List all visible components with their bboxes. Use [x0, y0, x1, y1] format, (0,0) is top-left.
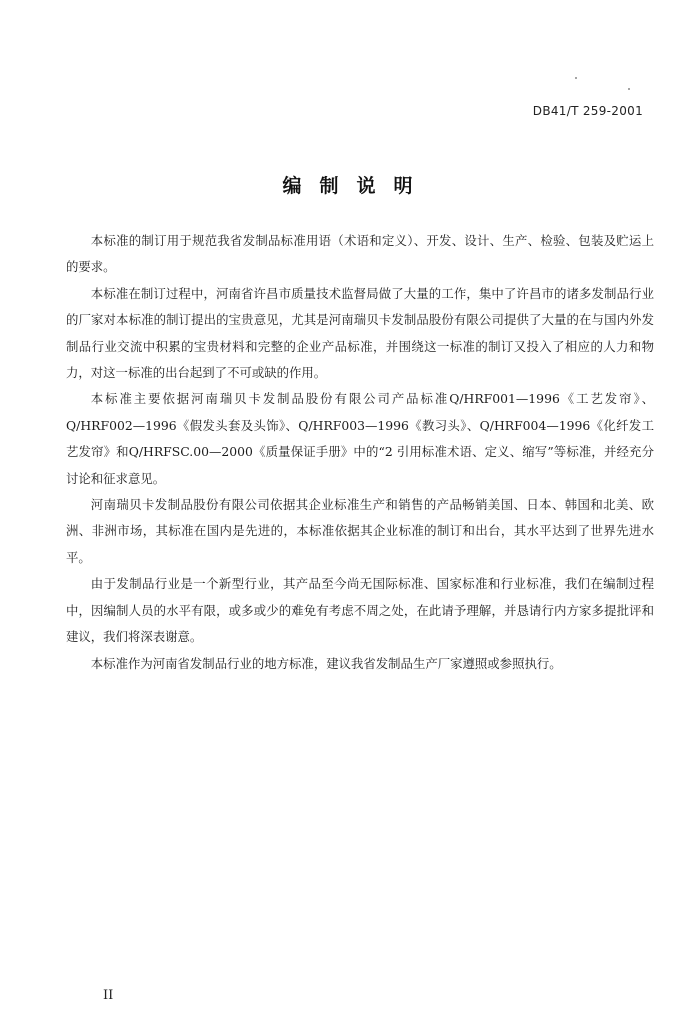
paragraph-market: 河南瑞贝卡发制品股份有限公司依据其企业标准生产和销售的产品畅销美国、日本、韩国和北美、欧洲、非洲市场，其标准在国内是先进的，本标准依据其企业标准的制订和出台，其水平达到了世界先进水平。	[66, 497, 654, 565]
standard-code: DB41/T 259-2001	[532, 104, 643, 118]
paragraph-scope: 本标准的制订用于规范我省发制品标准用语（术语和定义）、开发、设计、生产、检验、包装及贮运上的要求。	[66, 233, 654, 275]
page-title: 编制说明	[282, 175, 431, 197]
paragraph-basis: 本标准主要依据河南瑞贝卡发制品股份有限公司产品标准Q/HRF001—1996《工艺发帘》、Q/HRF002—1996《假发头套及头饰》、Q/HRF003—1996《教习头》、Q/HRF004—1996《化纤发工艺发帘》和Q/HRFSC.00—2000《质量保证手册》中的“2 引用标准术语、定义、缩写”等标准，并经充分讨论和征求意见。	[66, 391, 654, 486]
paragraph-acknowledgement: 由于发制品行业是一个新型行业，其产品至今尚无国际标准、国家标准和行业标准，我们在编制过程中，因编制人员的水平有限，或多或少的难免有考虑不周之处，在此请予理解，并恳请行内方家多提批评和建议，我们将深表谢意。	[66, 576, 654, 645]
scan-speck	[575, 77, 577, 79]
page-number: II	[103, 988, 114, 1003]
body-text	[66, 228, 654, 677]
scan-speck	[628, 88, 630, 90]
paragraph-recommendation: 本标准作为河南省发制品行业的地方标准，建议我省发制品生产厂家遵照或参照执行。	[90, 655, 562, 671]
paragraph-process: 本标准在制订过程中，河南省许昌市质量技术监督局做了大量的工作，集中了许昌市的诸多发制品行业的厂家对本标准的制订提出的宝贵意见，尤其是河南瑞贝卡发制品股份有限公司提供了大量的在与国内外发制品行业交流中积累的宝贵材料和完整的企业产品标准，并围绕这一标准的制订又投入了相应的人力和物力，对这一标准的出台起到了不可或缺的作用。	[66, 285, 654, 381]
